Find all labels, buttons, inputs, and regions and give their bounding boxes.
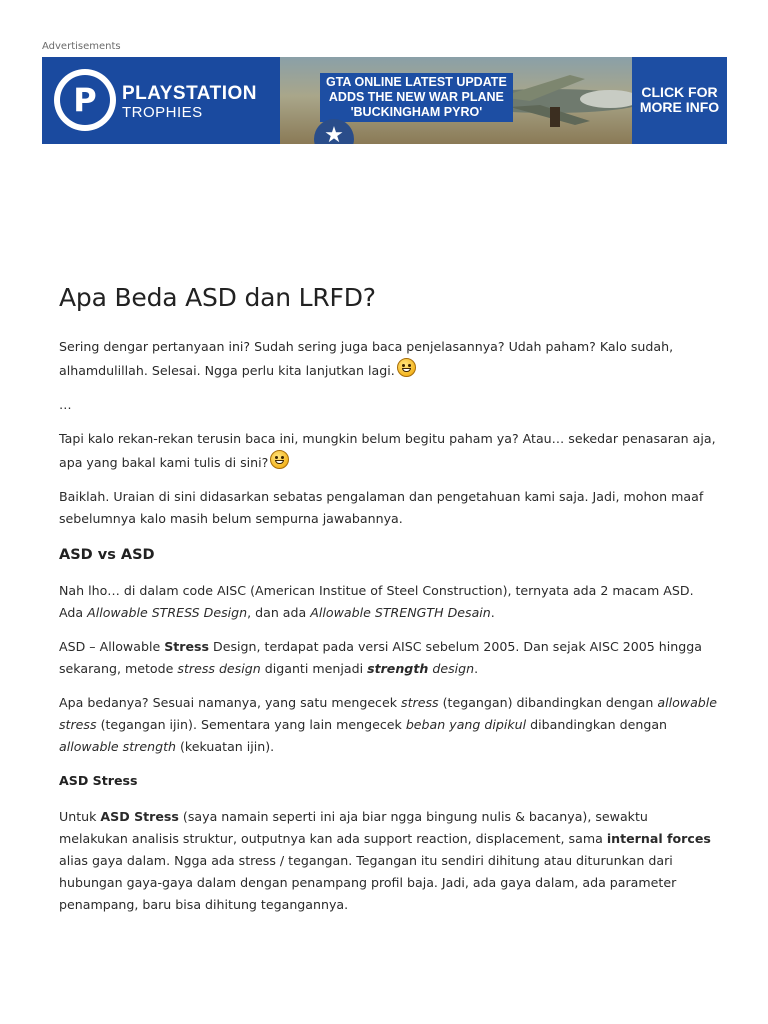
paragraph-text: Tapi kalo rekan-rekan terusin baca ini, mungkin belum begitu paham ya? Atau… sekedar penasaran aja, apa yang bakal kami tulis di sini? (59, 431, 716, 470)
text: Untuk (59, 809, 101, 824)
text: (saya namain seperti ini aja biar ngga bingung nulis & bacanya), sewaktu melakukan analisis struktur, outputnya kan ada support reaction, displacement, sama (59, 809, 648, 846)
text: Nah lho… di dalam code AISC (American Institue of Steel Construction), ternyata ada 2 macam ASD. Ada (59, 583, 694, 620)
playstation-logo-icon (54, 69, 116, 131)
text-italic: allowable strength (59, 739, 177, 754)
text: (tegangan ijin). Sementara yang lain mengecek (96, 717, 406, 732)
text-italic: Allowable STRESS Design (87, 605, 248, 620)
ad-photo (280, 57, 632, 144)
paragraph (59, 806, 719, 916)
text-italic: beban yang dipikul (405, 717, 527, 732)
ad-banner[interactable] (42, 57, 727, 144)
paragraph-text: Sering dengar pertanyaan ini? Sudah sering juga baca penjelasannya? Udah paham? Kalo sudah, alhamdulillah. Selesai. Ngga perlu kita lanjutkan lagi. (59, 339, 674, 378)
text-italic: Allowable STRENGTH Desain (310, 605, 491, 620)
ad-headline (320, 73, 513, 122)
text: . (474, 661, 479, 676)
ad-headline-line: ADDS THE NEW WAR PLANE (328, 90, 504, 104)
ad-headline-line: 'BUCKINGHAM PYRO' (350, 105, 483, 119)
ad-logo-area (42, 57, 280, 144)
paragraph (59, 692, 719, 758)
text-bold: ASD Stress (100, 809, 179, 824)
text: ASD – Allowable (59, 639, 165, 654)
text: (kekuatan ijin). (176, 739, 275, 754)
section-heading: ASD vs ASD (59, 547, 155, 563)
paragraph (59, 428, 719, 474)
ad-headline-line: GTA ONLINE LATEST UPDATE (326, 75, 507, 89)
text-italic: design (428, 661, 475, 676)
article (59, 282, 719, 916)
paragraph: Baiklah. Uraian di sini didasarkan sebatas pengalaman dan pengetahuan kami saja. Jadi, mohon maaf sebelumnya kalo masih belum sempurna jawabannya. (59, 489, 704, 526)
text: . (490, 605, 495, 620)
subsection-heading: ASD Stress (59, 773, 138, 788)
article-title: Apa Beda ASD dan LRFD? (59, 283, 376, 312)
text-bold: internal forces (606, 831, 711, 846)
ad-cta-line: MORE INFO (639, 99, 720, 115)
text-italic: stress (401, 695, 439, 710)
text-italic: stress design (177, 661, 261, 676)
ad-cta-button[interactable] (632, 57, 727, 144)
text: diganti menjadi (260, 661, 368, 676)
text: , dan ada (247, 605, 311, 620)
text: Design, terdapat pada versi AISC sebelum 2005. Dan sejak AISC 2005 hingga sekarang, metode (59, 639, 702, 676)
roundel-icon (314, 119, 354, 144)
ad-cta-line: CLICK FOR (641, 84, 718, 100)
ad-label: Advertisements (42, 41, 121, 52)
text-bold: Stress (164, 639, 210, 654)
paragraph-ellipsis: … (59, 397, 72, 412)
paragraph (59, 336, 719, 382)
text: alias gaya dalam. Ngga ada stress / tegangan. Tegangan itu sendiri dihitung atau diturunkan dari hubungan gaya-gaya dalam dengan penampang profil baja. Jadi, ada gaya dalam, ada parameter penampang, baru bisa dihitung tegangannya. (59, 853, 677, 912)
ad-brand-line1: PLAYSTATION (122, 83, 257, 104)
smiley-emoji-icon (397, 358, 416, 377)
star-icon: ★ (324, 123, 344, 144)
paragraph (59, 636, 719, 680)
text: (tegangan) dibandingkan dengan (438, 695, 658, 710)
text: dibandingkan dengan (526, 717, 668, 732)
text-bold-italic: strength (367, 661, 429, 676)
smiley-emoji-icon (270, 450, 289, 469)
text-italic: allowable stress (59, 695, 718, 732)
paragraph (59, 580, 719, 624)
logo-letter: P (73, 81, 97, 119)
text: Apa bedanya? Sesuai namanya, yang satu mengecek (59, 695, 402, 710)
ad-brand-line2: TROPHIES (122, 104, 203, 121)
